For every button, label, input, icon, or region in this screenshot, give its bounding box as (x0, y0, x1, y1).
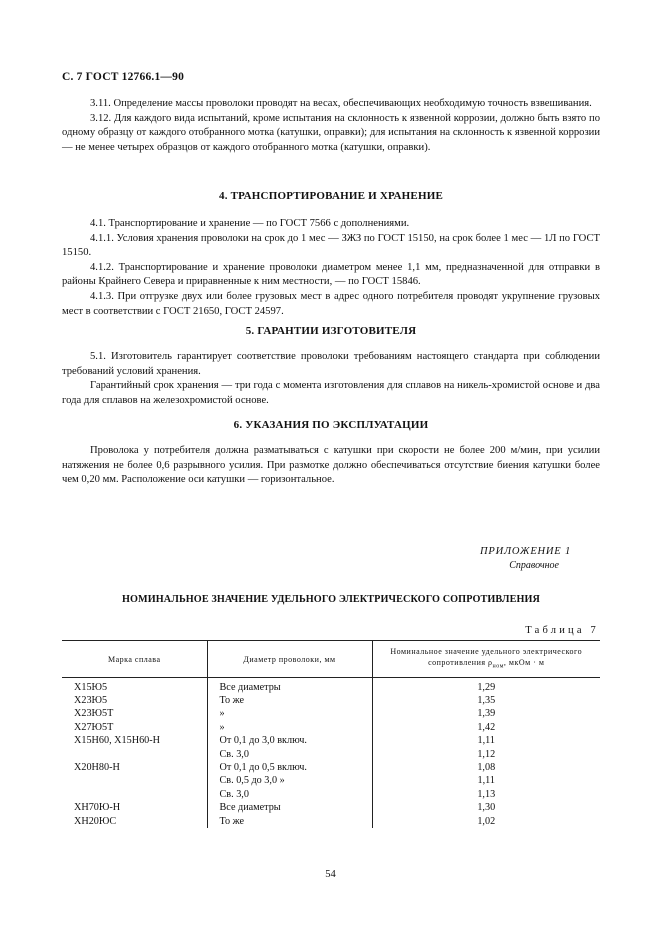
cell-diameter: То же (207, 694, 372, 707)
appendix-subtitle: Справочное (509, 560, 559, 571)
cell-diameter: Все диаметры (207, 801, 372, 814)
resistivity-subscript: ном (492, 663, 504, 670)
cell-resistivity: 1,12 (372, 748, 600, 761)
appendix-label-block (480, 545, 571, 573)
table-row (62, 677, 600, 694)
table-row (62, 694, 600, 707)
paragraph-5-1: 5.1. Изготовитель гарантирует соответствие проволоки требованиям настоящего стандарта при соблюдении требований условий хранения. (62, 351, 600, 377)
cell-resistivity: 1,11 (372, 734, 600, 747)
cell-alloy: ХН70Ю-Н (74, 802, 121, 814)
cell-resistivity: 1,08 (372, 761, 600, 774)
table-row (62, 774, 600, 787)
table-row (62, 707, 600, 720)
cell-resistivity: 1,35 (372, 694, 600, 707)
table-row (62, 734, 600, 747)
paragraph-6: Проволока у потребителя должна разматываться с катушки при скорости не более 200 м/мин, при усилии натяжения не более 0,6 разрывного усилия. При размотке должно обеспечиваться отсутствие биения катушки более чем 0,20 мм. Расположение оси катушки — горизонтальное. (62, 445, 600, 486)
section-6-text (62, 444, 600, 488)
paragraph-4-1-3: 4.1.3. При отгрузке двух или более грузовых мест в адрес одного потребителя проводят укрупнение грузовых мест в соответствии с ГОСТ 21650, ГОСТ 24597. (62, 290, 600, 317)
cell-diameter: То же (207, 815, 372, 828)
cell-diameter: Св. 0,5 до 3,0 » (207, 774, 372, 787)
appendix-label: ПРИЛОЖЕНИЕ 1 (480, 546, 571, 557)
cell-alloy: Х20Н80-Н (74, 762, 120, 774)
cell-alloy: Х23Ю5Т (74, 708, 114, 720)
table-row (62, 748, 600, 761)
section-5-text (62, 350, 600, 408)
cell-diameter: От 0,1 до 3,0 включ. (207, 734, 372, 747)
cell-alloy: Х15Н60, Х15Н60-Н (74, 735, 161, 747)
table-caption: Таблица 7 (525, 625, 599, 636)
cell-diameter: Св. 3,0 (207, 788, 372, 801)
paragraph-3-12: 3.12. Для каждого вида испытаний, кроме испытания на склонность к язвенной коррозии, должно быть взято по одному образцу от каждого отобранного мотка (катушки, оправки); для испытания на склонность к язвенной коррозии — не менее четырех образцов от каждого отобранного мотка (катушки, оправки). (62, 112, 600, 153)
cell-alloy (62, 748, 207, 761)
cell-diameter: Св. 3,0 (207, 748, 372, 761)
cell-resistivity: 1,02 (372, 815, 600, 828)
cell-resistivity: 1,39 (372, 707, 600, 720)
paragraph-5-warranty: Гарантийный срок хранения — три года с момента изготовления для сплавов на никель-хромистой основе и два года для сплавов на железохромистой основе. (62, 380, 600, 406)
paragraph-4-1: 4.1. Транспортирование и хранение — по ГОСТ 7566 с дополнениями. (90, 218, 410, 229)
column-header-diameter: Диаметр проволоки, мм (207, 641, 372, 678)
cell-diameter: Все диаметры (207, 677, 372, 694)
section-4-text (62, 217, 600, 319)
section-5-heading: 5. ГАРАНТИИ ИЗГОТОВИТЕЛЯ (245, 325, 417, 337)
cell-alloy: ХН20ЮС (74, 815, 117, 827)
cell-diameter: » (207, 721, 372, 734)
cell-alloy (62, 774, 207, 787)
resistivity-header-text: Номинальное значение удельного электрического сопротивления ρ (390, 647, 583, 667)
table-row (62, 788, 600, 801)
page-number: 54 (325, 869, 336, 880)
cell-resistivity: 1,30 (372, 801, 600, 814)
section-4-heading: 4. ТРАНСПОРТИРОВАНИЕ И ХРАНЕНИЕ (219, 190, 443, 202)
cell-diameter: » (207, 707, 372, 720)
cell-resistivity: 1,42 (372, 721, 600, 734)
cell-diameter: От 0,1 до 0,5 включ. (207, 761, 372, 774)
table-body (62, 677, 600, 828)
cell-resistivity: 1,11 (372, 774, 600, 787)
resistivity-table (62, 640, 600, 828)
table-row (62, 815, 600, 828)
cell-resistivity: 1,13 (372, 788, 600, 801)
paragraph-4-1-2: 4.1.2. Транспортирование и хранение проволоки диаметром менее 1,1 мм, предназначенной для отправки в районы Крайнего Севера и приравненные к ним местности, — по ГОСТ 15846. (62, 261, 600, 288)
column-header-resistivity (372, 641, 600, 678)
table-row (62, 801, 600, 814)
paragraph-3-11: 3.11. Определение массы проволоки проводят на весах, обеспечивающих необходимую точность взвешивания. (90, 98, 592, 109)
table-header-row (62, 641, 600, 678)
section-6-heading: 6. УКАЗАНИЯ ПО ЭКСПЛУАТАЦИИ (233, 419, 429, 431)
cell-resistivity: 1,29 (372, 677, 600, 694)
cell-alloy (62, 788, 207, 801)
table-row (62, 761, 600, 774)
section-3-text (62, 97, 600, 155)
page-header: С. 7 ГОСТ 12766.1—90 (62, 71, 185, 83)
column-header-alloy: Марка сплава (62, 641, 207, 678)
resistivity-unit: , мкОм · м (503, 658, 545, 667)
cell-alloy: Х27Ю5Т (74, 721, 114, 733)
cell-alloy: Х15Ю5 (74, 681, 108, 693)
table-row (62, 721, 600, 734)
paragraph-4-1-1: 4.1.1. Условия хранения проволоки на срок до 1 мес — ЗЖЗ по ГОСТ 15150, на срок более 1 мес — 1Л по ГОСТ 15150. (62, 232, 600, 259)
cell-alloy: Х23Ю5 (74, 695, 108, 706)
appendix-title: НОМИНАЛЬНОЕ ЗНАЧЕНИЕ УДЕЛЬНОГО ЭЛЕКТРИЧЕСКОГО СОПРОТИВЛЕНИЯ (121, 594, 541, 605)
